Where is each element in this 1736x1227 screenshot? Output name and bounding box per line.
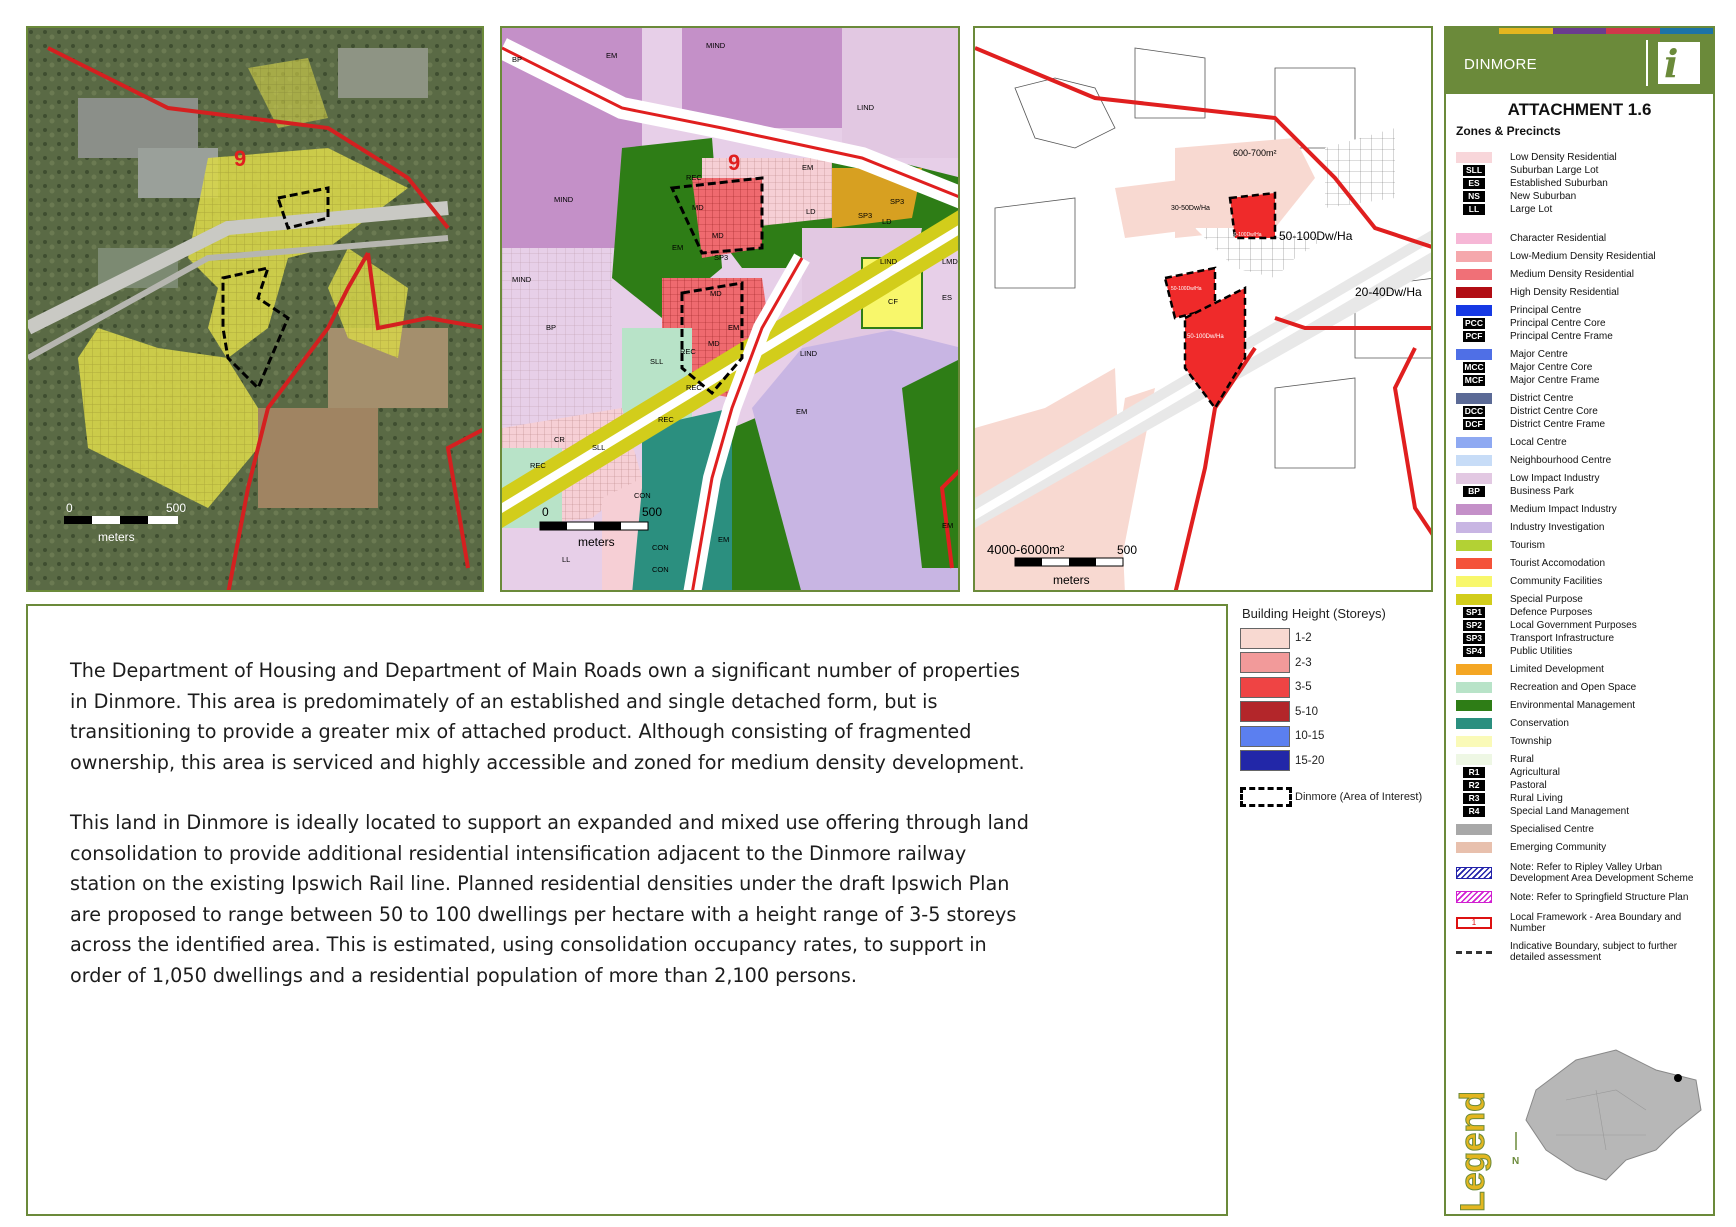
legend-item <box>1456 736 1706 747</box>
legend-item-label: Local Framework - Area Boundary and Number <box>1510 912 1682 934</box>
legend-item <box>1456 362 1706 373</box>
zone-label: BP <box>546 323 557 332</box>
legend-items <box>1456 152 1706 963</box>
area-of-interest-key <box>1240 787 1440 807</box>
legend-item-label: New Suburban <box>1510 190 1577 202</box>
north-arrow-label: N <box>1512 1156 1520 1167</box>
zone-label: LD <box>806 207 816 216</box>
legend-item <box>1456 455 1706 466</box>
legend-item <box>1456 718 1706 729</box>
legend-item-label: Low Impact Industry <box>1510 472 1600 484</box>
legend-item <box>1456 754 1706 765</box>
boundary-swatch: 1 <box>1456 917 1492 929</box>
legend-item <box>1456 486 1706 497</box>
zone-label: CR <box>554 435 565 444</box>
legend-item <box>1456 393 1706 404</box>
legend-item-label: Principal Centre Frame <box>1510 330 1613 342</box>
legend-item-label: Limited Development <box>1510 663 1604 675</box>
zones-legend-panel <box>1444 26 1715 1216</box>
legend-item-label: Note: Refer to Ripley Valley Urban Development Area Development Scheme <box>1510 862 1694 884</box>
legend-item-label: District Centre Core <box>1510 405 1598 417</box>
zone-swatch <box>1456 824 1492 835</box>
legend-item-label: Suburban Large Lot <box>1510 164 1599 176</box>
legend-header <box>1446 34 1713 94</box>
height-label-lot-size: 600-700m² <box>1233 148 1277 158</box>
legend-item-label: Business Park <box>1510 485 1574 497</box>
zone-label: MD <box>712 231 724 240</box>
legend-item <box>1456 204 1706 215</box>
legend-item <box>1456 178 1706 189</box>
legend-item-label: Special Land Management <box>1510 805 1629 817</box>
legend-item-label: Major Centre Core <box>1510 361 1593 373</box>
legend-item <box>1456 767 1706 778</box>
legend-item <box>1456 504 1706 515</box>
legend-item-label: Special Purpose <box>1510 593 1583 605</box>
logo-glyph: i <box>1664 41 1679 86</box>
legend-item-label: Specialised Centre <box>1510 823 1594 835</box>
zone-label: MD <box>708 339 720 348</box>
legend-item-label: Pastoral <box>1510 779 1547 791</box>
legend-item <box>1456 233 1706 244</box>
legend-item <box>1456 824 1706 835</box>
legend-item-label: Rural Living <box>1510 792 1563 804</box>
zone-swatch <box>1456 233 1492 244</box>
legend-item-label: Industry Investigation <box>1510 521 1605 533</box>
height-scale-start: 4000-6000m² <box>987 542 1065 557</box>
zone-code-badge: R3 <box>1463 793 1485 804</box>
height-map-panel[interactable] <box>973 26 1433 592</box>
zoning-map[interactable] <box>502 28 960 592</box>
legend-item <box>1456 576 1706 587</box>
aerial-map[interactable] <box>28 28 484 592</box>
aerial-scale-unit: meters <box>98 530 135 544</box>
zone-label: LL <box>562 555 571 564</box>
zone-swatch <box>1456 437 1492 448</box>
zone-code-badge: R1 <box>1463 767 1485 778</box>
legend-item-label: Established Suburban <box>1510 177 1608 189</box>
height-label-density-small3: 50-100Dw/Ha <box>1187 334 1224 340</box>
height-label: 2-3 <box>1295 656 1312 669</box>
legend-word: Legend <box>1454 1091 1492 1212</box>
legend-item-label: Public Utilities <box>1510 645 1573 657</box>
description-box <box>26 604 1228 1216</box>
legend-item <box>1456 522 1706 533</box>
zone-code-badge: SP4 <box>1463 646 1485 657</box>
legend-item-label: Large Lot <box>1510 203 1553 215</box>
legend-item <box>1456 437 1706 448</box>
locality-minimap <box>1506 1040 1706 1190</box>
legend-wordmark <box>1452 1078 1492 1214</box>
description-paragraph-1: The Department of Housing and Department of Main Roads own a significant number of properties in Dinmore. This area is predomimately of an established and single detached form, but is transitioning to provide a greater mix of attached product. Although consisting of fragmented ownership, this area is serviced and highly accessible and zoned for medium density development. <box>70 659 1025 774</box>
height-label-density-small2: 50-100Dw/Ha <box>1171 286 1202 292</box>
legend-item-label: Tourist Accomodation <box>1510 557 1606 569</box>
legend-item <box>1456 682 1706 693</box>
height-label: 1-2 <box>1295 632 1312 645</box>
zone-label: EM <box>796 407 808 416</box>
height-label-density-mid: 20-40Dw/Ha <box>1355 285 1422 299</box>
zone-swatch <box>1456 718 1492 729</box>
legend-item <box>1456 305 1706 316</box>
legend-item <box>1456 331 1706 342</box>
zone-swatch <box>1456 754 1492 765</box>
building-height-title: Building Height (Storeys) <box>1242 606 1386 621</box>
zone-swatch <box>1456 522 1492 533</box>
legend-item-label: Low Density Residential <box>1510 151 1617 163</box>
zone-code-badge: MCC <box>1464 362 1484 372</box>
dinmore-location-marker <box>1674 1074 1682 1082</box>
height-label: 10-15 <box>1295 730 1325 743</box>
zone-label: SLL <box>592 443 606 452</box>
legend-item-label: Local Centre <box>1510 436 1567 448</box>
zone-code-badge: DCC <box>1464 406 1484 416</box>
zone-swatch <box>1456 251 1492 262</box>
legend-item-label: Transport Infrastructure <box>1510 632 1615 644</box>
legend-item <box>1456 473 1706 484</box>
zone-swatch <box>1456 269 1492 280</box>
legend-item <box>1456 558 1706 569</box>
zone-code-badge: LL <box>1463 204 1485 215</box>
height-swatch <box>1240 750 1290 771</box>
zone-label: LIND <box>800 349 818 358</box>
indicative-boundary-swatch <box>1456 951 1492 954</box>
height-scale-end: 500 <box>1117 543 1138 557</box>
building-height-row <box>1240 724 1440 749</box>
legend-item <box>1456 891 1706 903</box>
legend-item-label: Major Centre Frame <box>1510 374 1600 386</box>
zone-label: MD <box>710 289 722 298</box>
legend-item <box>1456 152 1706 163</box>
zone-label: EM <box>802 163 814 172</box>
building-height-row <box>1240 651 1440 676</box>
dashed-boundary-swatch <box>1240 787 1292 807</box>
legend-item <box>1456 633 1706 644</box>
zone-swatch <box>1456 842 1492 853</box>
hatch-swatch <box>1456 867 1492 879</box>
zone-swatch <box>1456 736 1492 747</box>
zone-label: REC <box>686 173 702 182</box>
zone-swatch <box>1456 664 1492 675</box>
zone-code-badge: R4 <box>1463 806 1485 817</box>
legend-item-label: Defence Purposes <box>1510 606 1593 618</box>
zone-code-badge: SLL <box>1463 165 1485 176</box>
zone-code-badge: NS <box>1463 191 1485 202</box>
height-map[interactable] <box>975 28 1433 592</box>
building-height-row <box>1240 626 1440 651</box>
height-label: 3-5 <box>1295 681 1312 694</box>
hatch-swatch <box>1456 891 1492 903</box>
height-swatch <box>1240 701 1290 722</box>
legend-item <box>1456 594 1706 605</box>
zone-label: CON <box>652 565 669 574</box>
legend-item-label: Recreation and Open Space <box>1510 681 1637 693</box>
zone-label: REC <box>686 383 702 392</box>
zone-label: LMD <box>942 257 958 266</box>
legend-item <box>1456 375 1706 386</box>
legend-item <box>1456 664 1706 675</box>
legend-item-label: Agricultural <box>1510 766 1561 778</box>
zone-label: EM <box>718 535 730 544</box>
zone-swatch <box>1456 576 1492 587</box>
legend-item <box>1456 646 1706 657</box>
zone-label: LIND <box>880 257 898 266</box>
legend-item-label: Rural <box>1510 753 1534 765</box>
zone-code-badge: SP2 <box>1463 620 1485 631</box>
zone-swatch <box>1456 504 1492 515</box>
legend-item <box>1456 318 1706 329</box>
zone-label: BP <box>512 55 523 64</box>
legend-item <box>1456 842 1706 853</box>
legend-item-label: Local Government Purposes <box>1510 619 1637 631</box>
legend-item-label: High Density Residential <box>1510 286 1619 298</box>
building-height-row <box>1240 700 1440 725</box>
height-swatch <box>1240 628 1290 649</box>
legend-item <box>1456 406 1706 417</box>
zone-swatch <box>1456 152 1492 163</box>
zone-label: SP3 <box>890 197 905 206</box>
zone-label: REC <box>658 415 674 424</box>
attachment-subtitle: Zones & Precincts <box>1456 124 1561 138</box>
legend-item-label: Medium Impact Industry <box>1510 503 1617 515</box>
legend-item <box>1456 912 1706 934</box>
zone-code-badge: MCF <box>1464 375 1484 385</box>
zoning-scale-unit: meters <box>578 535 615 549</box>
height-swatch <box>1240 652 1290 673</box>
legend-item-label: Environmental Management <box>1510 699 1636 711</box>
header-divider <box>1646 40 1648 86</box>
legend-item <box>1456 349 1706 360</box>
legend-item-label: Community Facilities <box>1510 575 1603 587</box>
zone-label: MD <box>692 203 704 212</box>
height-label: 15-20 <box>1295 754 1325 767</box>
zone-label: EM <box>606 51 618 60</box>
legend-item-label: Principal Centre <box>1510 304 1582 316</box>
area-of-interest-label: Dinmore (Area of Interest) <box>1295 791 1423 803</box>
zone-swatch <box>1456 700 1492 711</box>
height-label-density-small: 50-100Dw/Ha <box>1231 232 1262 238</box>
zoning-precinct-number: 9 <box>728 150 741 175</box>
legend-item-label: Note: Refer to Springfield Structure Plan <box>1510 891 1689 903</box>
zone-label: CON <box>634 491 651 500</box>
legend-item <box>1456 780 1706 791</box>
zone-label: LIND <box>857 103 875 112</box>
legend-item-label: Township <box>1510 735 1552 747</box>
zoning-map-panel[interactable] <box>500 26 960 592</box>
zone-label: SLL <box>650 357 664 366</box>
zone-label: MIND <box>554 195 574 204</box>
zone-label: LD <box>882 217 892 226</box>
zone-code-badge: BP <box>1463 486 1485 497</box>
building-height-row <box>1240 749 1440 774</box>
zone-swatch <box>1456 455 1492 466</box>
zone-code-badge: SP3 <box>1463 633 1485 644</box>
height-swatch <box>1240 726 1290 747</box>
aerial-map-panel[interactable] <box>26 26 484 592</box>
aerial-scale-start: 0 <box>66 501 73 515</box>
legend-item <box>1456 862 1706 884</box>
legend-item-label: District Centre Frame <box>1510 418 1606 430</box>
height-swatch <box>1240 677 1290 698</box>
aerial-precinct-number: 9 <box>234 146 247 171</box>
zone-label: REC <box>680 347 696 356</box>
zone-label: EM <box>728 323 740 332</box>
legend-item <box>1456 941 1706 963</box>
legend-item-label: Indicative Boundary, subject to further detailed assessment <box>1510 941 1678 963</box>
height-scale-unit: meters <box>1053 573 1090 587</box>
zoning-scale-start: 0 <box>542 505 549 519</box>
aerial-scale-end: 500 <box>166 501 187 515</box>
zone-label: CON <box>652 543 669 552</box>
legend-item-label: Major Centre <box>1510 348 1568 360</box>
legend-item <box>1456 419 1706 430</box>
zone-swatch <box>1456 558 1492 569</box>
zone-code-badge: R2 <box>1463 780 1485 791</box>
legend-item-label: Emerging Community <box>1510 841 1607 853</box>
description-paragraph-2: This land in Dinmore is ideally located to support an expanded and mixed use offering through land consolidation to provide additional residential intensification adjacent to the Dinmore railway station on the existing Ipswich Rail line. Planned residential densities under the draft Ipswich Plan are proposed to range between 50 to 100 dwellings per hectare with a height range of 3-5 storeys across the identified area. This is estimated, using consolidation occupancy rates, to support in order of 1,050 dwellings and a residential population of more than 2,100 persons. <box>70 811 1029 987</box>
zone-code-badge: SP1 <box>1463 607 1485 618</box>
legend-item-label: Neighbourhood Centre <box>1510 454 1612 466</box>
zone-swatch <box>1456 473 1492 484</box>
zoning-scale-end: 500 <box>642 505 663 519</box>
zone-code-badge: PCC <box>1463 318 1485 329</box>
zone-label: CF <box>888 297 898 306</box>
zone-swatch <box>1456 540 1492 551</box>
height-label: 5-10 <box>1295 705 1319 718</box>
zone-label: MIND <box>706 41 726 50</box>
legend-item <box>1456 806 1706 817</box>
legend-item <box>1456 607 1706 618</box>
height-label-density-low: 30-50Dw/Ha <box>1171 205 1210 212</box>
legend-item <box>1456 287 1706 298</box>
legend-item <box>1456 793 1706 804</box>
zone-code-badge: PCF <box>1463 331 1485 342</box>
legend-item <box>1456 700 1706 711</box>
legend-item <box>1456 165 1706 176</box>
zone-code-badge: DCF <box>1463 419 1485 430</box>
zone-label: ES <box>942 293 953 302</box>
zone-swatch <box>1456 594 1492 605</box>
zone-code-badge: ES <box>1463 178 1485 189</box>
zone-swatch <box>1456 349 1492 360</box>
legend-item <box>1456 620 1706 631</box>
height-label-density-main: 50-100Dw/Ha <box>1279 229 1353 243</box>
legend-item <box>1456 269 1706 280</box>
attachment-title: ATTACHMENT 1.6 <box>1507 100 1652 119</box>
zone-label: MIND <box>512 275 532 284</box>
legend-item <box>1456 540 1706 551</box>
zone-label: SP3 <box>858 211 873 220</box>
legend-item <box>1456 251 1706 262</box>
zone-swatch <box>1456 305 1492 316</box>
zone-swatch <box>1456 287 1492 298</box>
place-name: DINMORE <box>1464 56 1537 73</box>
zone-label: EM <box>672 243 684 252</box>
legend-item-label: Low-Medium Density Residential <box>1510 250 1656 262</box>
zone-swatch <box>1456 682 1492 693</box>
building-height-row <box>1240 675 1440 700</box>
legend-item-label: District Centre <box>1510 392 1574 404</box>
zone-label: SP3 <box>714 253 729 262</box>
council-logo <box>1658 42 1700 84</box>
zone-swatch <box>1456 393 1492 404</box>
legend-item-label: Principal Centre Core <box>1510 317 1606 329</box>
zone-label: REC <box>530 461 546 470</box>
legend-item-label: Medium Density Residential <box>1510 268 1634 280</box>
legend-item-label: Conservation <box>1510 717 1569 729</box>
building-height-legend <box>1240 606 1440 807</box>
zone-label: EM <box>942 521 954 530</box>
legend-item-label: Tourism <box>1510 539 1546 551</box>
legend-item-label: Character Residential <box>1510 232 1607 244</box>
legend-item <box>1456 191 1706 202</box>
